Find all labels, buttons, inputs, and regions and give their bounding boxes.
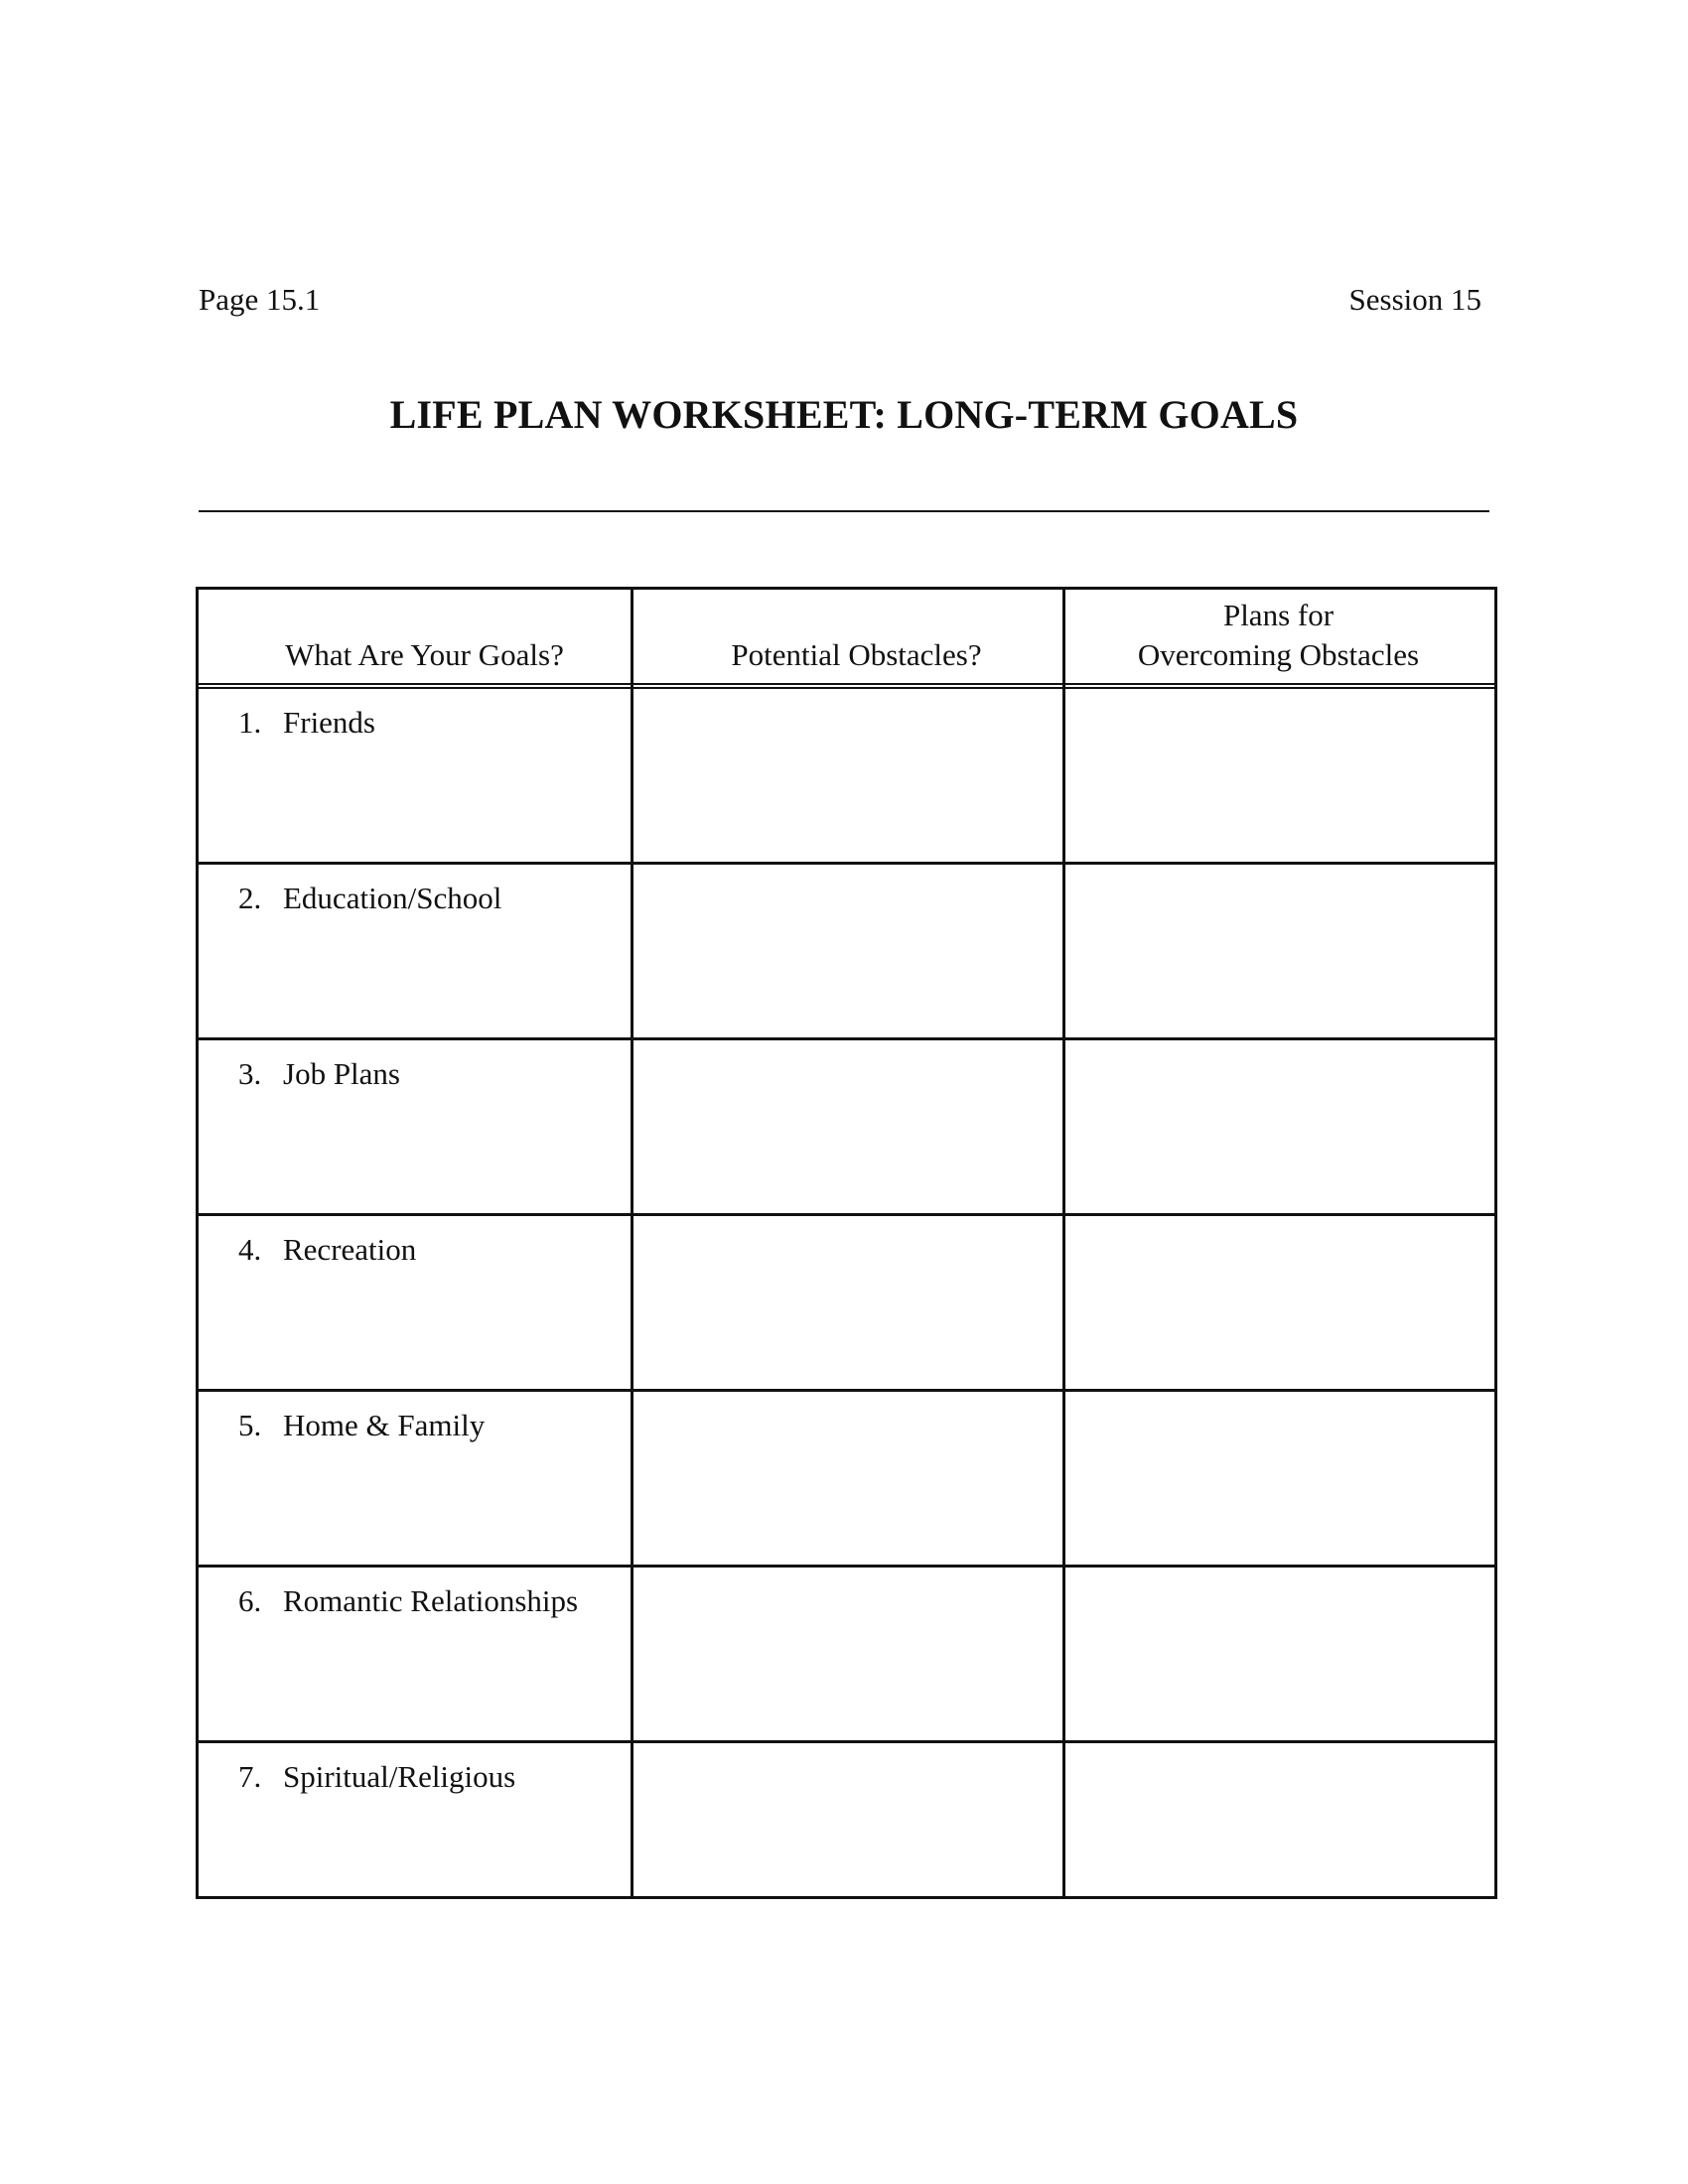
obstacles-cell[interactable]: [633, 1392, 1060, 1565]
column-header-obstacles-text: Potential Obstacles?: [731, 637, 982, 672]
goal-text: Home & Family: [283, 1408, 486, 1442]
table-row: [199, 1040, 1494, 1213]
plans-cell[interactable]: [1065, 1568, 1492, 1740]
plans-cell[interactable]: [1065, 865, 1492, 1037]
obstacles-cell[interactable]: [633, 1216, 1060, 1389]
table-row: [199, 865, 1494, 1037]
table-row: [199, 1568, 1494, 1740]
goal-label: [238, 703, 375, 743]
goal-label: [238, 1054, 400, 1094]
goal-number: 2.: [238, 881, 262, 915]
goal-label: [238, 1581, 578, 1621]
column-header-plans-line1: Plans for: [1222, 598, 1335, 632]
goal-text: Romantic Relationships: [283, 1583, 579, 1618]
column-header-obstacles: [631, 590, 1062, 683]
table-row: [199, 1392, 1494, 1565]
plans-cell[interactable]: [1065, 1040, 1492, 1213]
goal-text: Recreation: [283, 1232, 417, 1267]
goal-text: Job Plans: [283, 1056, 400, 1091]
column-header-goals-text: What Are Your Goals?: [285, 637, 564, 672]
column-header-plans-line2: Overcoming Obstacles: [1137, 637, 1420, 672]
plans-cell[interactable]: [1065, 1743, 1492, 1916]
plans-cell[interactable]: [1065, 1216, 1492, 1389]
table-row: [199, 1216, 1494, 1389]
table-row: [199, 1743, 1494, 1916]
session-label: Session 15: [1348, 282, 1481, 317]
obstacles-cell[interactable]: [633, 689, 1060, 862]
obstacles-cell[interactable]: [633, 865, 1060, 1037]
page-title: LIFE PLAN WORKSHEET: LONG-TERM GOALS: [389, 392, 1299, 437]
goal-label: [238, 1230, 416, 1270]
goal-text: Education/School: [283, 881, 502, 915]
obstacles-cell[interactable]: [633, 1040, 1060, 1213]
goal-number: 1.: [238, 705, 262, 740]
goal-number: 5.: [238, 1408, 262, 1442]
goal-number: 6.: [238, 1583, 262, 1618]
plans-cell[interactable]: [1065, 689, 1492, 862]
column-header-plans: [1062, 590, 1494, 683]
table-row: [199, 689, 1494, 862]
goal-number: 4.: [238, 1232, 262, 1267]
table-header-row: [199, 590, 1494, 689]
obstacles-cell[interactable]: [633, 1568, 1060, 1740]
goal-label: [238, 1406, 485, 1445]
goal-label: [238, 879, 501, 918]
goal-number: 7.: [238, 1759, 262, 1794]
plans-cell[interactable]: [1065, 1392, 1492, 1565]
goal-text: Friends: [283, 705, 375, 740]
goal-number: 3.: [238, 1056, 262, 1091]
obstacles-cell[interactable]: [633, 1743, 1060, 1916]
page-number: Page 15.1: [199, 282, 321, 317]
goals-table: [196, 587, 1497, 1899]
title-divider: [199, 510, 1489, 512]
goal-label: [238, 1757, 515, 1797]
goal-text: Spiritual/Religious: [283, 1759, 516, 1794]
column-header-goals: [199, 590, 631, 683]
